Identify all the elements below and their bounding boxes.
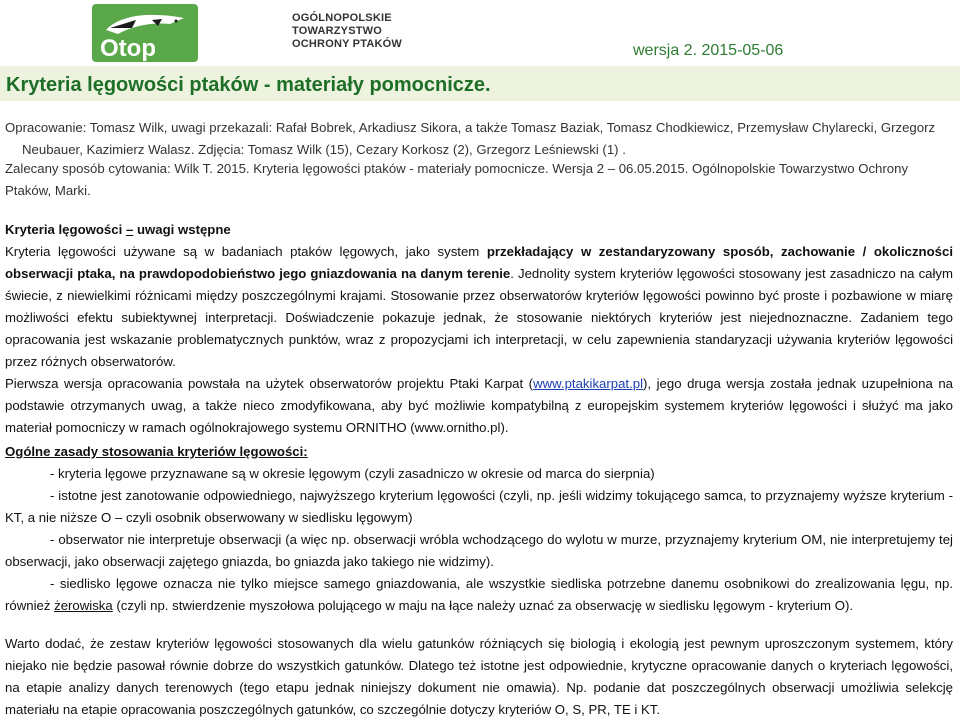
otop-logo bbox=[92, 4, 402, 62]
citation: Zalecany sposób cytowania: Wilk T. 2015. Kryteria lęgowości ptaków - materiały pomocnicze. Wersja 2 – 06.05.2015. Ogólnopolskie Towarzystwo Ochrony Ptaków, Marki. bbox=[5, 161, 909, 198]
rules-item-4: - siedlisko lęgowe oznacza nie tylko miejsce samego gniazdowania, ale wszystkie siedliska potrzebne danemu osobnikowi do zrealizowania lęgu, np. również żerowiska (czyli np. stwierdzenie myszołowa polującego w maju na łące należy uznać za obserwację w siedlisku lęgowym - kryterium O). bbox=[5, 576, 953, 613]
intro-heading-main: Kryteria lęgowości bbox=[5, 222, 123, 237]
intro-key-definition: przekładający w zestandaryzowany sposób, zachowanie / okoliczności obserwacji ptaka, na prawdopodobieństwo jego gniazdowania na danym terenie bbox=[5, 244, 953, 281]
intro-section bbox=[5, 219, 953, 439]
rules-item-4-emphasis: żerowiska bbox=[54, 598, 113, 613]
logo-line-1: OGÓLNOPOLSKIE bbox=[292, 12, 392, 24]
rules-item-2: - istotne jest zanotowanie odpowiedniego, najwyższego kryterium lęgowości (czyli, np. jeśli widzimy tokującego samca, to przyznajemy wyższe kryterium - KT, a nie niższe O – czyli osobnik obserwowany w siedlisku lęgowym) bbox=[5, 488, 953, 525]
bird-logo-icon bbox=[92, 4, 198, 62]
rules-heading: Ogólne zasady stosowania kryteriów lęgowości: bbox=[5, 444, 308, 459]
intro-paragraph-1: Kryteria lęgowości używane są w badaniach ptaków lęgowych, jako system przekładający w zestandaryzowany sposób, zachowanie / okoliczności obserwacji ptaka, na prawdopodobieństwo jego gniazdowania na danym terenie. Jednolity system kryteriów lęgowości stosowany jest zasadniczo na całym świecie, z niewielkimi różnicami między poszczególnymi krajami. Stosowanie przez obserwatorów kryteriów lęgowości powinno być proste i pozbawione w miarę możliwości efektu subiektywnej interpretacji. Doświadczenie pokazuje jednak, że stosowanie niektórych kryteriów jest niejednoznaczne. Zadaniem tego opracowania jest wskazanie problematycznych punktów, wraz z propozycjami ich interpretacji, w celu zapewnienia standaryzacji używania kryteriów lęgowości przez różnych obserwatorów. bbox=[5, 244, 954, 369]
intro-paragraph-2: Pierwsza wersja opracowania powstała na użytek obserwatorów projektu Ptaki Karpat (www.ptakikarpat.pl), jego druga wersja została jednak uzupełniona na podstawie otrzymanych uwag, a także nieco zmodyfikowana, aby być możliwie kompatybilną z europejskim systemem kryteriów lęgowości i służyć ma jako materiał pomocniczy w ramach ogólnokrajowego systemu ORNITHO (www.ornitho.pl). bbox=[5, 376, 953, 435]
rules-section bbox=[5, 441, 953, 617]
logo-org-name bbox=[292, 12, 402, 51]
credits-line-2: Neubauer, Kazimierz Walasz. Zdjęcia: Tomasz Wilk (15), Cezary Korkosz (2), Grzegorz Leśniewski (1) . bbox=[22, 142, 626, 157]
credits-line-1: Opracowanie: Tomasz Wilk, uwagi przekazali: Rafał Bobrek, Arkadiusz Sikora, a także Tomasz Baziak, Tomasz Chodkiewicz, Przemysław Chylarecki, Grzegorz bbox=[5, 120, 936, 135]
logo-line-2: TOWARZYSTWO bbox=[292, 25, 382, 37]
document-title: Kryteria lęgowości ptaków - materiały pomocnicze. bbox=[6, 74, 491, 96]
intro-heading: Kryteria lęgowości – uwagi wstępne bbox=[5, 222, 231, 237]
rules-item-1: - kryteria lęgowe przyznawane są w okresie lęgowym (czyli zasadniczo w okresie od marca do sierpnia) bbox=[50, 466, 655, 481]
logo-mark: Otop bbox=[100, 35, 156, 62]
rules-item-3: - obserwator nie interpretuje obserwacji (a więc np. obserwacji wróbla wchodzącego do wylotu w murze, przyznajemy kryterium OM, nie interpretujemy tej obserwacji, jako obserwacji zajętego gniazda, bo gniazda jako takiego nie widzimy). bbox=[5, 532, 953, 569]
intro-heading-sub: uwagi wstępne bbox=[136, 222, 231, 237]
closing-paragraph: Warto dodać, że zestaw kryteriów lęgowości stosowanych dla wielu gatunków różniących się biologią i ekologią jest pewnym uproszczonym systemem, który niejako nie będzie pasował równie dobrze do wszystkich gatunków. Dlatego też istotne jest odpowiednie, krytyczne opracowanie danych o kryteriach lęgowości, na etapie analizy danych terenowych (tego etapu jednak niniejszy dokument nie omawia). Np. podanie dat poszczególnych obserwacji umożliwia selekcję materiału na etapie opracowania poszczególnych gatunków, co szczególnie dotyczy kryteriów O, S, PR, TE i KT. bbox=[5, 636, 953, 717]
logo-line-3: OCHRONY PTAKÓW bbox=[292, 38, 402, 50]
ptakikarpat-link[interactable]: www.ptakikarpat.pl bbox=[533, 376, 644, 391]
credits bbox=[5, 117, 953, 161]
document-version: wersja 2. 2015-05-06 bbox=[633, 42, 784, 59]
